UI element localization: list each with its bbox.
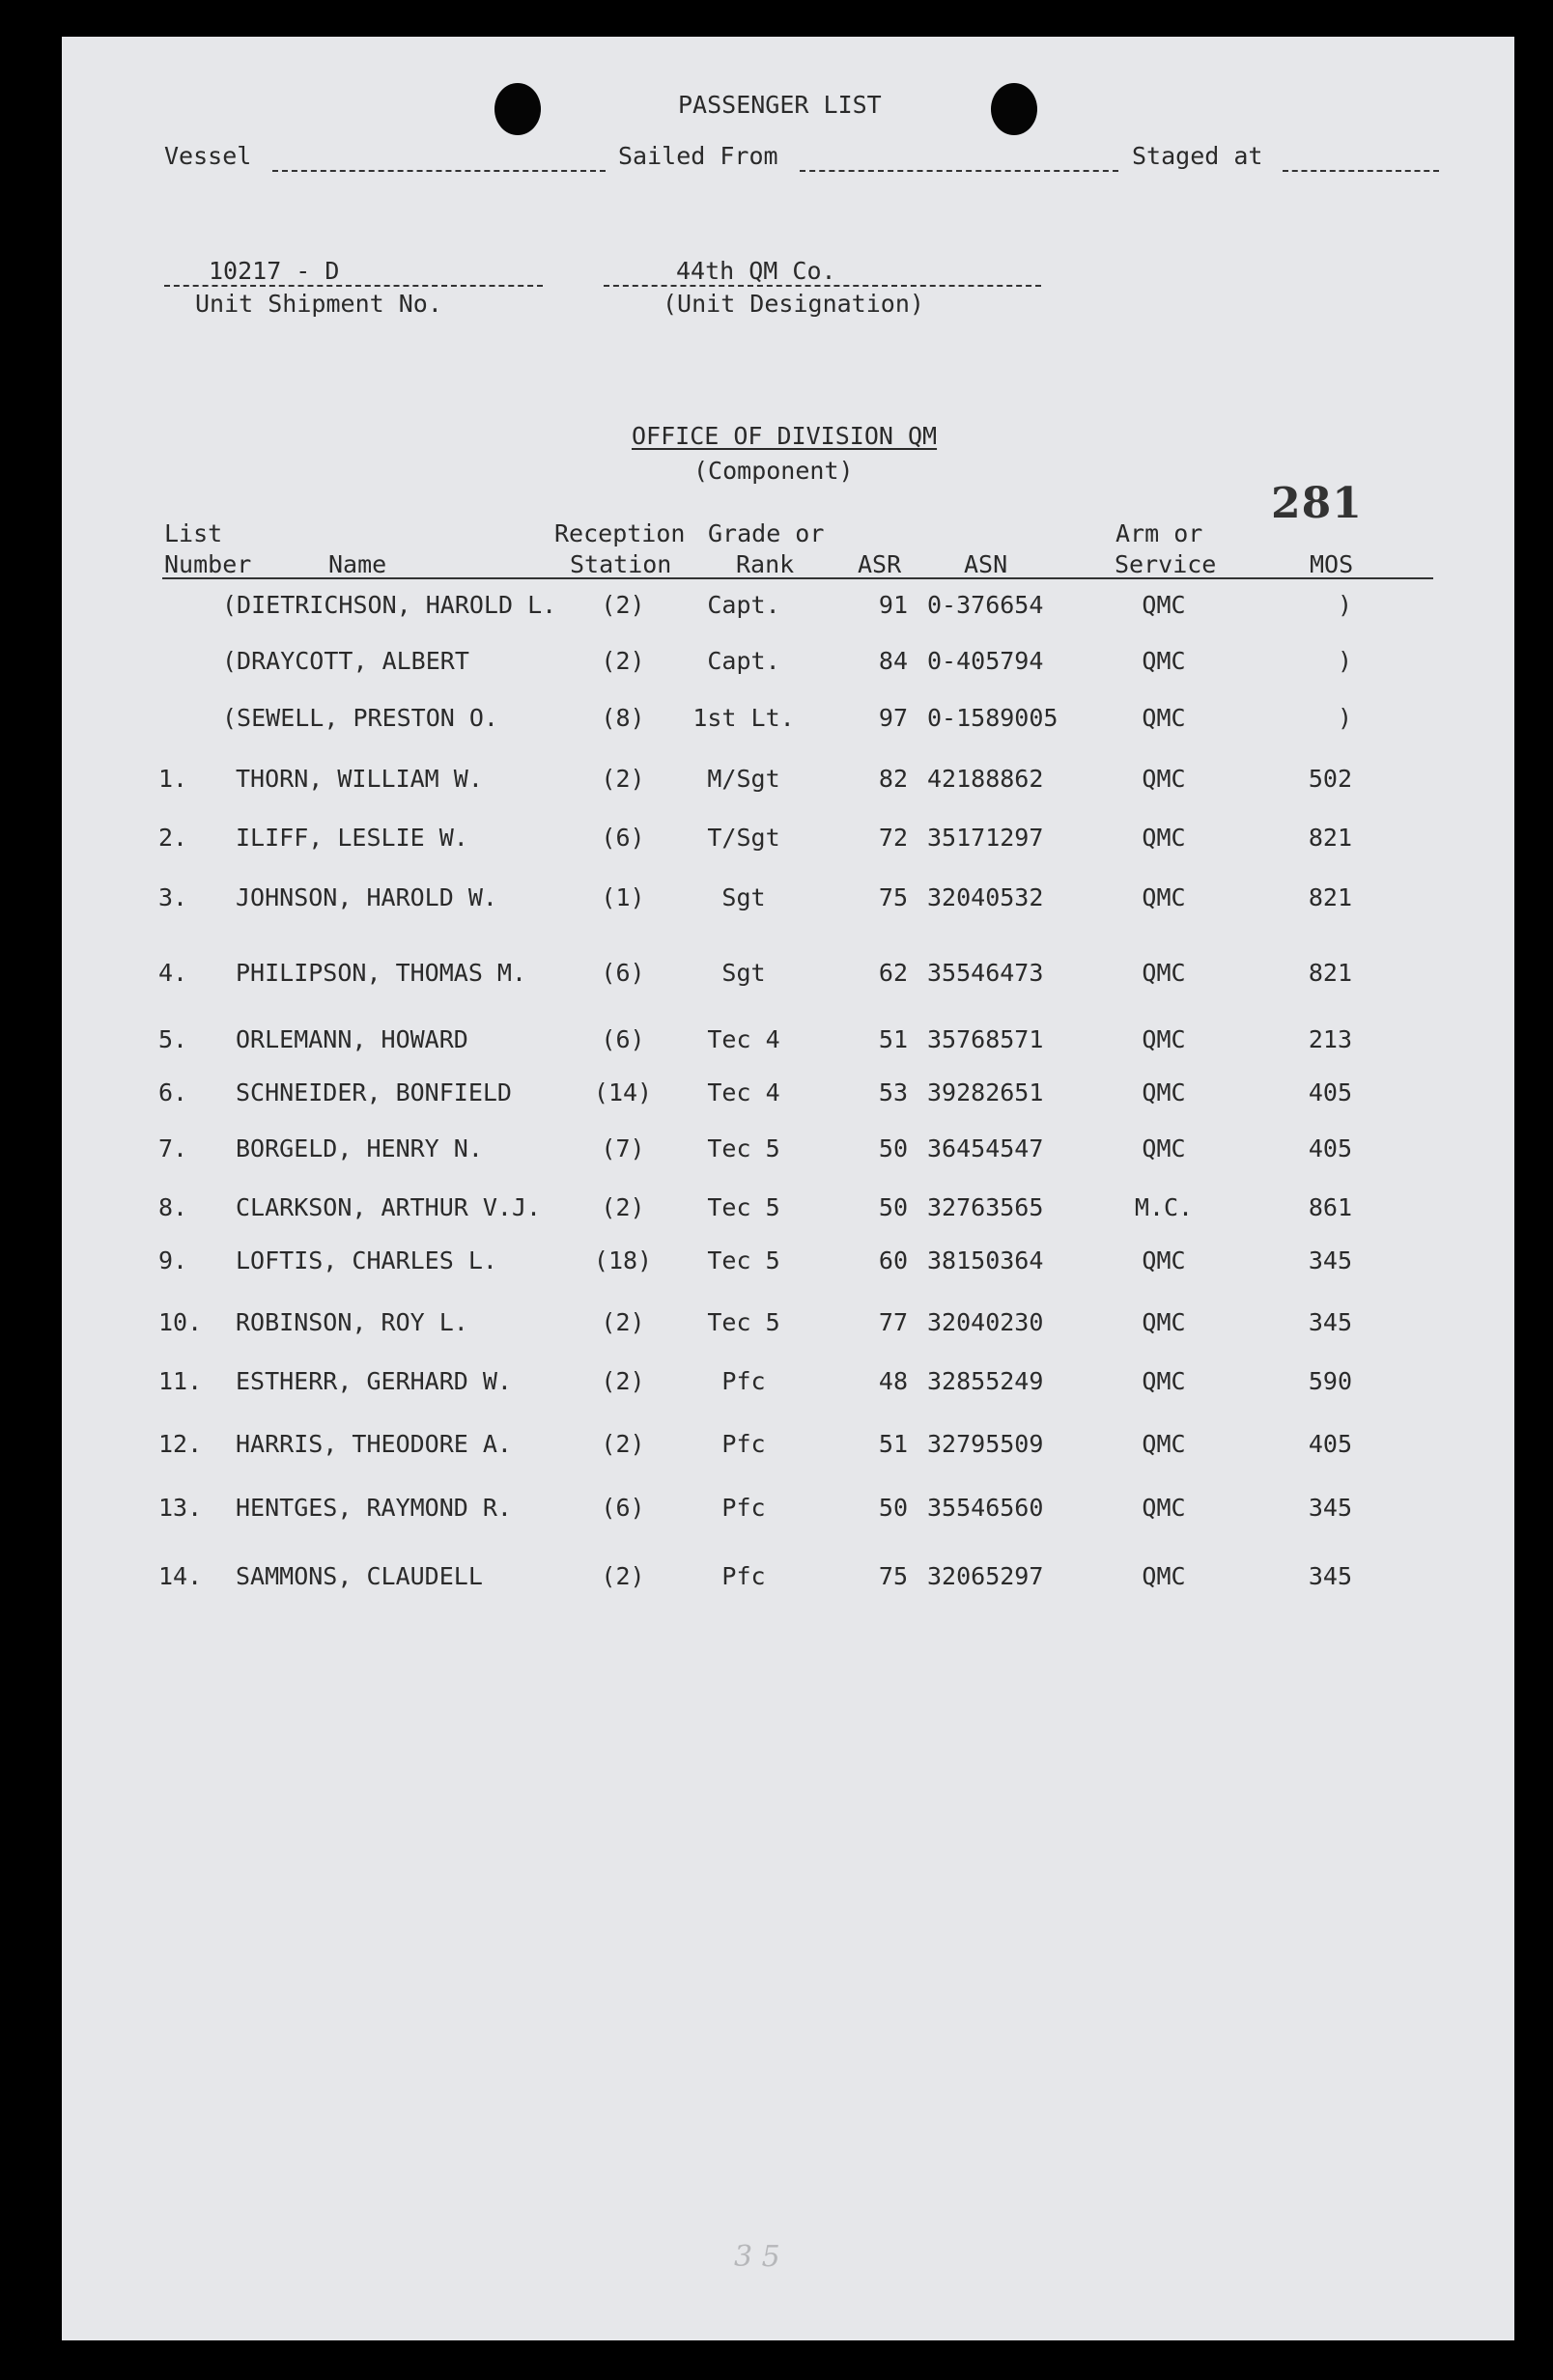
asr-score: 91 — [878, 591, 908, 619]
grade-rank: Capt. — [707, 647, 780, 675]
row-number: 8. — [158, 1193, 188, 1221]
arm-service: QMC — [1142, 591, 1186, 619]
reception-station: (6) — [601, 824, 645, 852]
col-reception-station: Station — [570, 550, 672, 578]
passenger-name: LOFTIS, CHARLES L. — [236, 1246, 497, 1274]
asr-score: 97 — [878, 704, 908, 732]
arm-service: QMC — [1142, 1308, 1186, 1336]
army-serial-number: 38150364 — [927, 1246, 1044, 1274]
army-serial-number: 35768571 — [927, 1025, 1044, 1053]
passenger-name: (SEWELL, PRESTON O. — [222, 704, 498, 732]
mos-code: 502 — [1308, 765, 1352, 793]
sailed-from-label: Sailed From — [618, 142, 778, 170]
grade-rank: T/Sgt — [707, 824, 780, 852]
col-arm-service: Service — [1115, 550, 1217, 578]
reception-station: (7) — [601, 1134, 645, 1162]
asr-score: 60 — [878, 1246, 908, 1274]
table-row — [0, 1074, 1553, 1112]
punch-hole-left — [494, 83, 541, 135]
arm-service: QMC — [1142, 1078, 1186, 1106]
mos-code: 821 — [1308, 959, 1352, 987]
army-serial-number: 32040230 — [927, 1308, 1044, 1336]
reception-station: (6) — [601, 1494, 645, 1522]
mos-code: ) — [1337, 647, 1352, 675]
asr-score: 72 — [878, 824, 908, 852]
asr-score: 82 — [878, 765, 908, 793]
arm-service: QMC — [1142, 647, 1186, 675]
col-asr: ASR — [858, 550, 902, 578]
army-serial-number: 0-1589005 — [927, 704, 1059, 732]
reception-station: (8) — [601, 704, 645, 732]
passenger-name: BORGELD, HENRY N. — [236, 1134, 483, 1162]
col-mos: MOS — [1310, 550, 1354, 578]
col-grade-top: Grade or — [708, 519, 825, 547]
reception-station: (2) — [601, 1308, 645, 1336]
passenger-name: SCHNEIDER, BONFIELD — [236, 1078, 512, 1106]
unit-designation-line — [604, 285, 1041, 287]
table-row — [0, 1189, 1553, 1227]
row-number: 7. — [158, 1134, 188, 1162]
passenger-name: ROBINSON, ROY L. — [236, 1308, 468, 1336]
component-name: OFFICE OF DIVISION QM — [632, 422, 938, 450]
passenger-name: SAMMONS, CLAUDELL — [236, 1562, 483, 1590]
row-number: 14. — [158, 1562, 203, 1590]
unit-designation: 44th QM Co. — [676, 257, 836, 285]
passenger-name: ESTHERR, GERHARD W. — [236, 1367, 512, 1395]
army-serial-number: 32795509 — [927, 1430, 1044, 1458]
col-list-number: Number — [164, 550, 252, 578]
table-row — [0, 879, 1553, 917]
table-row — [0, 1303, 1553, 1342]
row-number: 9. — [158, 1246, 188, 1274]
table-row — [0, 819, 1553, 857]
asr-score: 50 — [878, 1134, 908, 1162]
reception-station: (18) — [593, 1246, 653, 1274]
mos-code: ) — [1337, 591, 1352, 619]
asr-score: 50 — [878, 1494, 908, 1522]
army-serial-number: 42188862 — [927, 765, 1044, 793]
mos-code: 345 — [1308, 1246, 1352, 1274]
asr-score: 75 — [878, 1562, 908, 1590]
grade-rank: Pfc — [721, 1494, 766, 1522]
table-row — [0, 760, 1553, 798]
arm-service: M.C. — [1134, 1193, 1194, 1221]
passenger-name: HARRIS, THEODORE A. — [236, 1430, 512, 1458]
passenger-name: ILIFF, LESLIE W. — [236, 824, 468, 852]
mos-code: 345 — [1308, 1494, 1352, 1522]
grade-rank: 1st Lt. — [692, 704, 795, 732]
mos-code: 590 — [1308, 1367, 1352, 1395]
asr-score: 62 — [878, 959, 908, 987]
row-number: 11. — [158, 1367, 203, 1395]
passenger-name: ORLEMANN, HOWARD — [236, 1025, 468, 1053]
asr-score: 75 — [878, 883, 908, 911]
grade-rank: Tec 5 — [707, 1193, 780, 1221]
reception-station: (6) — [601, 959, 645, 987]
table-row — [0, 1021, 1553, 1059]
vessel-blank — [272, 170, 606, 172]
grade-rank: Tec 4 — [707, 1078, 780, 1106]
arm-service: QMC — [1142, 1562, 1186, 1590]
army-serial-number: 32855249 — [927, 1367, 1044, 1395]
arm-service: QMC — [1142, 704, 1186, 732]
table-row — [0, 954, 1553, 993]
reception-station: (2) — [601, 1430, 645, 1458]
header-rule — [162, 577, 1433, 579]
army-serial-number: 32065297 — [927, 1562, 1044, 1590]
mos-code: 821 — [1308, 883, 1352, 911]
arm-service: QMC — [1142, 1367, 1186, 1395]
asr-score: 77 — [878, 1308, 908, 1336]
table-row — [0, 586, 1553, 625]
sailed-from-blank — [800, 170, 1118, 172]
grade-rank: Capt. — [707, 591, 780, 619]
army-serial-number: 35171297 — [927, 824, 1044, 852]
passenger-name: CLARKSON, ARTHUR V.J. — [236, 1193, 542, 1221]
col-name: Name — [328, 550, 387, 578]
grade-rank: Tec 5 — [707, 1308, 780, 1336]
army-serial-number: 0-405794 — [927, 647, 1044, 675]
table-row — [0, 1425, 1553, 1464]
row-number: 12. — [158, 1430, 203, 1458]
mos-code: 213 — [1308, 1025, 1352, 1053]
arm-service: QMC — [1142, 1494, 1186, 1522]
row-number: 4. — [158, 959, 188, 987]
arm-service: QMC — [1142, 883, 1186, 911]
mos-code: 345 — [1308, 1562, 1352, 1590]
army-serial-number: 32040532 — [927, 883, 1044, 911]
vessel-label: Vessel — [164, 142, 252, 170]
arm-service: QMC — [1142, 1025, 1186, 1053]
col-arm-top: Arm or — [1115, 519, 1203, 547]
reception-station: (6) — [601, 1025, 645, 1053]
army-serial-number: 35546473 — [927, 959, 1044, 987]
unit-shipment-number: 10217 - D — [209, 257, 340, 285]
asr-score: 48 — [878, 1367, 908, 1395]
row-number: 13. — [158, 1494, 203, 1522]
row-number: 3. — [158, 883, 188, 911]
reception-station: (14) — [593, 1078, 653, 1106]
arm-service: QMC — [1142, 824, 1186, 852]
asr-score: 84 — [878, 647, 908, 675]
passenger-name: HENTGES, RAYMOND R. — [236, 1494, 512, 1522]
row-number: 6. — [158, 1078, 188, 1106]
component-label: (Component) — [693, 457, 854, 485]
reception-station: (2) — [601, 1193, 645, 1221]
army-serial-number: 32763565 — [927, 1193, 1044, 1221]
mos-code: 405 — [1308, 1430, 1352, 1458]
unit-shipment-line — [164, 285, 543, 287]
page-number-stamp: 281 — [1271, 479, 1363, 528]
arm-service: QMC — [1142, 765, 1186, 793]
grade-rank: Pfc — [721, 1430, 766, 1458]
mos-code: ) — [1337, 704, 1352, 732]
reception-station: (2) — [601, 765, 645, 793]
table-row — [0, 1130, 1553, 1168]
arm-service: QMC — [1142, 959, 1186, 987]
row-number: 10. — [158, 1308, 203, 1336]
passenger-name: (DRAYCOTT, ALBERT — [222, 647, 469, 675]
table-row — [0, 1242, 1553, 1280]
arm-service: QMC — [1142, 1134, 1186, 1162]
table-row — [0, 642, 1553, 681]
passenger-name: THORN, WILLIAM W. — [236, 765, 483, 793]
mos-code: 345 — [1308, 1308, 1352, 1336]
grade-rank: Tec 5 — [707, 1246, 780, 1274]
grade-rank: Tec 4 — [707, 1025, 780, 1053]
reception-station: (2) — [601, 1562, 645, 1590]
army-serial-number: 39282651 — [927, 1078, 1044, 1106]
table-row — [0, 1362, 1553, 1401]
table-row — [0, 1489, 1553, 1527]
row-number: 5. — [158, 1025, 188, 1053]
col-asn: ASN — [964, 550, 1008, 578]
staged-at-label: Staged at — [1132, 142, 1263, 170]
mos-code: 861 — [1308, 1193, 1352, 1221]
grade-rank: Pfc — [721, 1367, 766, 1395]
unit-designation-label: (Unit Designation) — [663, 290, 924, 318]
row-number: 2. — [158, 824, 188, 852]
mos-code: 821 — [1308, 824, 1352, 852]
reception-station: (2) — [601, 1367, 645, 1395]
row-number: 1. — [158, 765, 188, 793]
arm-service: QMC — [1142, 1246, 1186, 1274]
reception-station: (2) — [601, 647, 645, 675]
grade-rank: Tec 5 — [707, 1134, 780, 1162]
passenger-name: PHILIPSON, THOMAS M. — [236, 959, 527, 987]
grade-rank: Sgt — [721, 883, 766, 911]
army-serial-number: 36454547 — [927, 1134, 1044, 1162]
asr-score: 51 — [878, 1025, 908, 1053]
table-row — [0, 699, 1553, 738]
staged-at-blank — [1283, 170, 1439, 172]
army-serial-number: 35546560 — [927, 1494, 1044, 1522]
mos-code: 405 — [1308, 1134, 1352, 1162]
col-reception-top: Reception — [554, 519, 686, 547]
grade-rank: Pfc — [721, 1562, 766, 1590]
table-row — [0, 1557, 1553, 1596]
passenger-name: (DIETRICHSON, HAROLD L. — [222, 591, 557, 619]
reception-station: (2) — [601, 591, 645, 619]
pencil-note: 3 5 — [734, 2240, 780, 2274]
army-serial-number: 0-376654 — [927, 591, 1044, 619]
asr-score: 51 — [878, 1430, 908, 1458]
arm-service: QMC — [1142, 1430, 1186, 1458]
document-title: PASSENGER LIST — [678, 91, 882, 119]
unit-shipment-label: Unit Shipment No. — [195, 290, 442, 318]
grade-rank: M/Sgt — [707, 765, 780, 793]
reception-station: (1) — [601, 883, 645, 911]
col-grade-rank: Rank — [736, 550, 795, 578]
punch-hole-right — [991, 83, 1037, 135]
asr-score: 50 — [878, 1193, 908, 1221]
grade-rank: Sgt — [721, 959, 766, 987]
col-list-top: List — [164, 519, 223, 547]
mos-code: 405 — [1308, 1078, 1352, 1106]
passenger-name: JOHNSON, HAROLD W. — [236, 883, 497, 911]
asr-score: 53 — [878, 1078, 908, 1106]
